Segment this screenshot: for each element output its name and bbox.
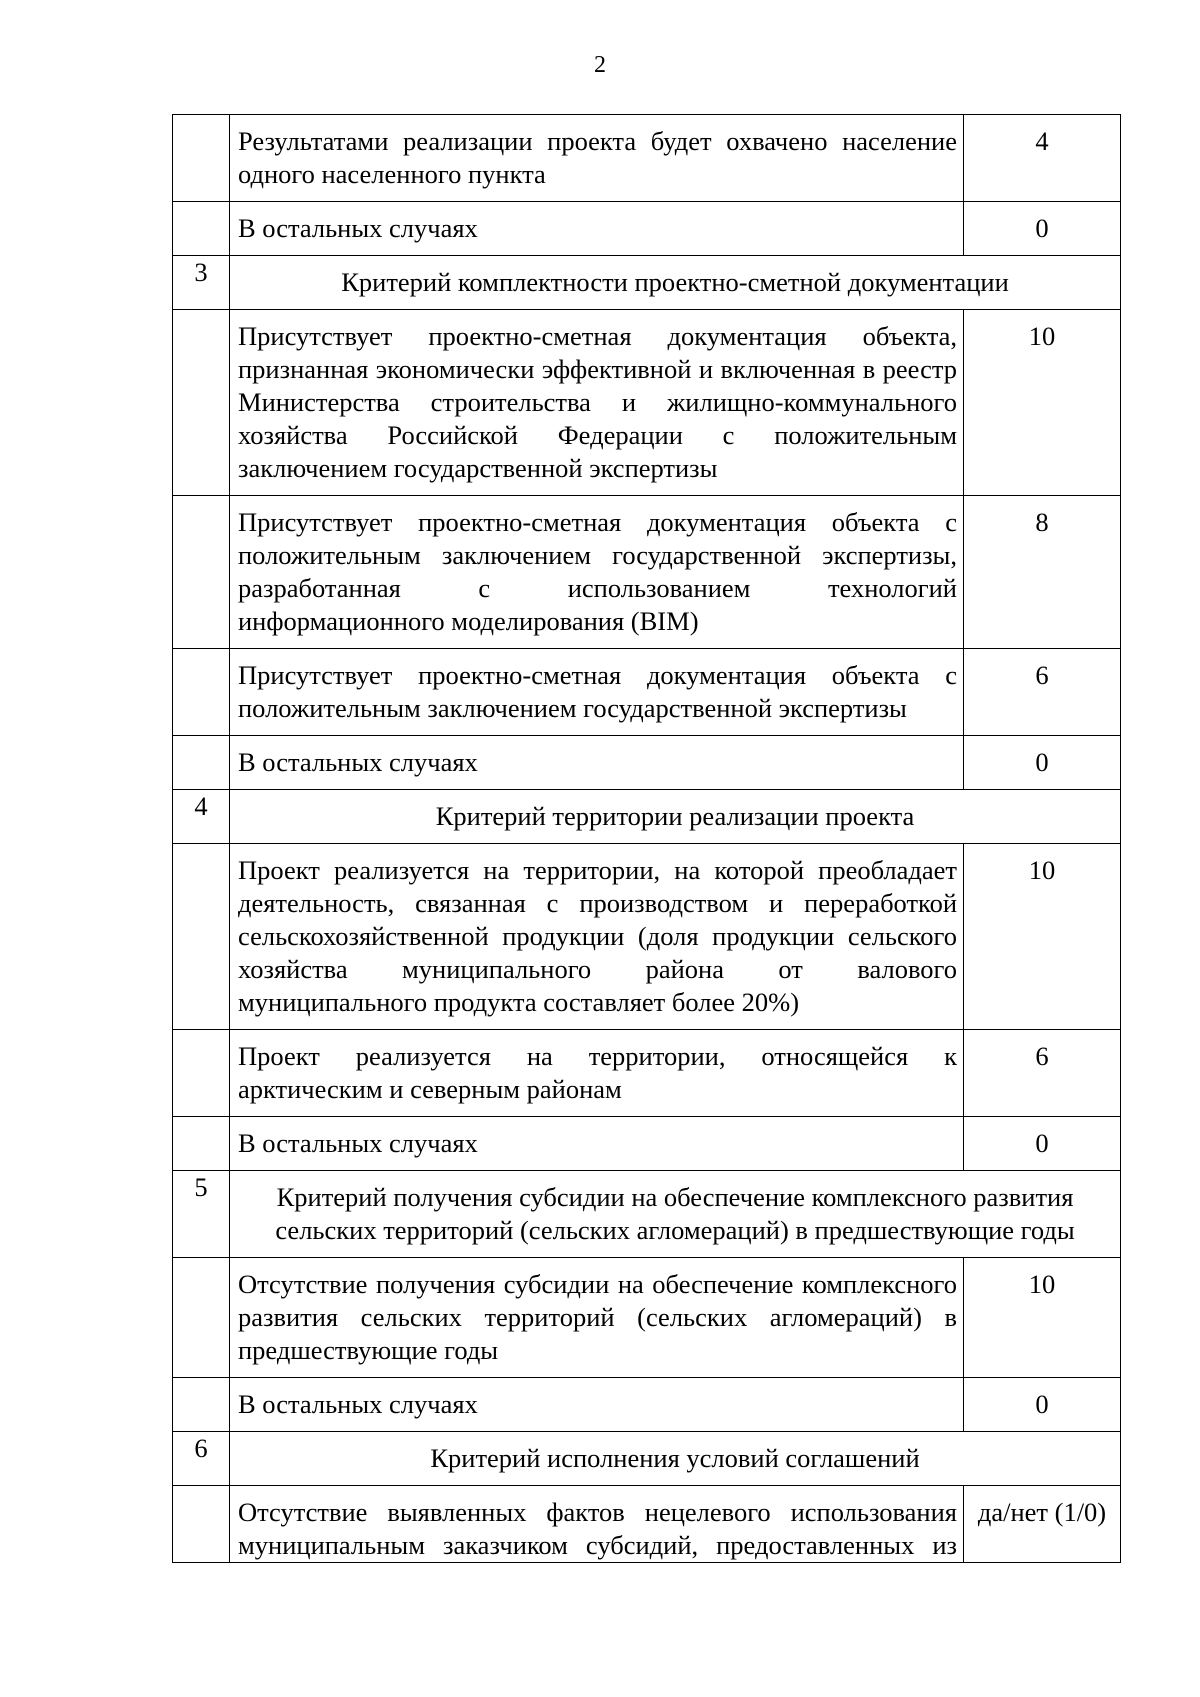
table-row: [173, 115, 1121, 202]
row-number-cell: [173, 649, 230, 736]
score-cell: 6: [964, 649, 1121, 736]
criterion-title: Критерий комплектности проектно-сметной документации: [230, 256, 1121, 310]
score-cell: 0: [964, 202, 1121, 256]
criterion-title: Критерий исполнения условий соглашений: [230, 1432, 1121, 1486]
table-row: [173, 496, 1121, 649]
criterion-header-row: [173, 1171, 1121, 1258]
criteria-table: [172, 114, 1121, 1563]
table-row: [173, 1486, 1121, 1563]
score-cell: 0: [964, 1378, 1121, 1432]
table-row: [173, 736, 1121, 790]
score-cell: 10: [964, 310, 1121, 496]
criterion-condition: Результатами реализации проекта будет охвачено население одного населенного пункта: [230, 115, 964, 202]
table-row: [173, 1117, 1121, 1171]
table-row: [173, 1258, 1121, 1378]
criterion-header-row: [173, 790, 1121, 844]
criterion-condition: Присутствует проектно-сметная документация объекта, признанная экономически эффективной и включенная в реестр Министерства строительства и жилищно-коммунального хозяйства Российской Федерации с положительным заключением государственной экспертизы: [230, 310, 964, 496]
table-row: [173, 1030, 1121, 1117]
criterion-condition: Проект реализуется на территории, на которой преобладает деятельность, связанная с производством и переработкой сельскохозяйственной продукции (доля продукции сельского хозяйства муниципального района от валового муниципального продукта составляет более 20%): [230, 844, 964, 1030]
row-number-cell: [173, 736, 230, 790]
criterion-condition: В остальных случаях: [230, 202, 964, 256]
criterion-condition: В остальных случаях: [230, 736, 964, 790]
criterion-condition: В остальных случаях: [230, 1378, 964, 1432]
row-number-cell: [173, 115, 230, 202]
criterion-condition: Отсутствие выявленных фактов нецелевого использования муниципальным заказчиком субсидий, предоставленных из: [230, 1486, 964, 1563]
table-row: [173, 1378, 1121, 1432]
score-cell: да/нет (1/0): [964, 1486, 1121, 1563]
criterion-number: 3: [173, 256, 230, 310]
criterion-condition: Проект реализуется на территории, относящейся к арктическим и северным районам: [230, 1030, 964, 1117]
row-number-cell: [173, 1486, 230, 1563]
score-cell: 0: [964, 736, 1121, 790]
score-cell: 8: [964, 496, 1121, 649]
score-cell: 6: [964, 1030, 1121, 1117]
row-number-cell: [173, 1378, 230, 1432]
row-number-cell: [173, 1258, 230, 1378]
row-number-cell: [173, 310, 230, 496]
criterion-condition: Отсутствие получения субсидии на обеспечение комплексного развития сельских территорий (сельских агломераций) в предшествующие годы: [230, 1258, 964, 1378]
score-cell: 10: [964, 844, 1121, 1030]
row-number-cell: [173, 1030, 230, 1117]
criterion-title: Критерий территории реализации проекта: [230, 790, 1121, 844]
row-number-cell: [173, 844, 230, 1030]
table-row: [173, 649, 1121, 736]
table-row: [173, 310, 1121, 496]
criterion-header-row: [173, 1432, 1121, 1486]
page-number: 2: [594, 52, 606, 78]
criterion-condition: Присутствует проектно-сметная документация объекта с положительным заключением государственной экспертизы, разработанная с использованием технологий информационного моделирования (BIM): [230, 496, 964, 649]
row-number-cell: [173, 202, 230, 256]
table-row: [173, 844, 1121, 1030]
criterion-condition: Присутствует проектно-сметная документация объекта с положительным заключением государственной экспертизы: [230, 649, 964, 736]
table-row: [173, 202, 1121, 256]
score-cell: 0: [964, 1117, 1121, 1171]
criterion-header-row: [173, 256, 1121, 310]
row-number-cell: [173, 1117, 230, 1171]
criterion-title: Критерий получения субсидии на обеспечение комплексного развития сельских территорий (сельских агломераций) в предшествующие годы: [230, 1171, 1121, 1258]
criterion-number: 5: [173, 1171, 230, 1258]
criterion-condition: В остальных случаях: [230, 1117, 964, 1171]
criterion-number: 4: [173, 790, 230, 844]
score-cell: 10: [964, 1258, 1121, 1378]
row-number-cell: [173, 496, 230, 649]
criterion-number: 6: [173, 1432, 230, 1486]
score-cell: 4: [964, 115, 1121, 202]
